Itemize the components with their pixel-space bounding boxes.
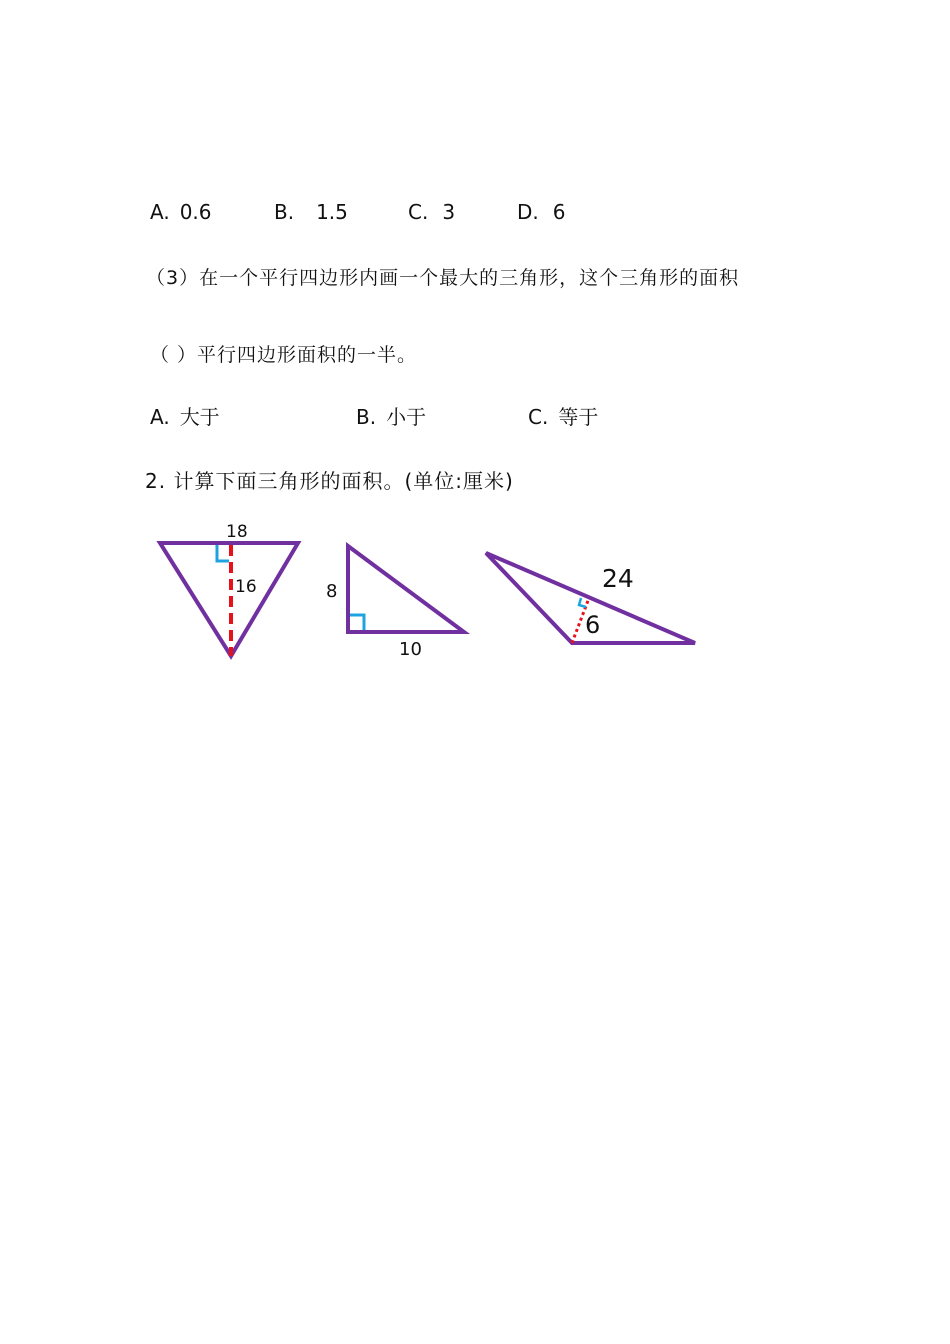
option-text: 等于	[558, 405, 599, 429]
right-angle-mark	[579, 598, 586, 607]
option-text: 小于	[386, 405, 427, 429]
option-text: 大于	[179, 405, 220, 429]
triangle-1-height-label: 16	[235, 577, 257, 597]
right-angle-mark	[217, 545, 229, 561]
section-2-title: 2. 计算下面三角形的面积。(单位:厘米)	[145, 469, 514, 493]
triangle-3-height-label: 6	[585, 611, 601, 639]
triangle-3	[486, 553, 695, 643]
triangle-2-height-label: 8	[326, 581, 338, 602]
option-c[interactable]	[528, 401, 598, 430]
option-letter: D.	[517, 200, 539, 224]
option-text: 6	[552, 200, 566, 224]
option-b[interactable]	[356, 401, 426, 430]
option-letter: A.	[150, 200, 170, 224]
option-text: 0.6	[179, 200, 212, 224]
option-text: 1.5	[316, 200, 348, 224]
option-letter: B.	[274, 200, 295, 224]
option-letter: C.	[528, 405, 549, 429]
option-letter: B.	[356, 405, 377, 429]
triangles-figure	[140, 510, 720, 670]
triangle-2	[326, 546, 464, 660]
option-d[interactable]	[517, 200, 566, 224]
option-b[interactable]	[274, 200, 348, 224]
question-3-line-2: （ ）平行四边形面积的一半。	[150, 344, 418, 366]
triangle-1-base-label: 18	[226, 522, 248, 542]
option-letter: C.	[408, 200, 429, 224]
triangle-3-base-label: 24	[602, 564, 634, 593]
triangle-1	[160, 522, 298, 656]
triangle-2-base-label: 10	[399, 639, 422, 660]
question-3-line-1: （3）在一个平行四边形内画一个最大的三角形，这个三角形的面积	[146, 267, 740, 289]
option-a[interactable]	[150, 401, 220, 430]
option-a[interactable]	[150, 200, 212, 224]
right-angle-mark	[350, 615, 364, 630]
option-text: 3	[442, 200, 456, 224]
option-letter: A.	[150, 405, 170, 429]
option-c[interactable]	[408, 200, 455, 224]
